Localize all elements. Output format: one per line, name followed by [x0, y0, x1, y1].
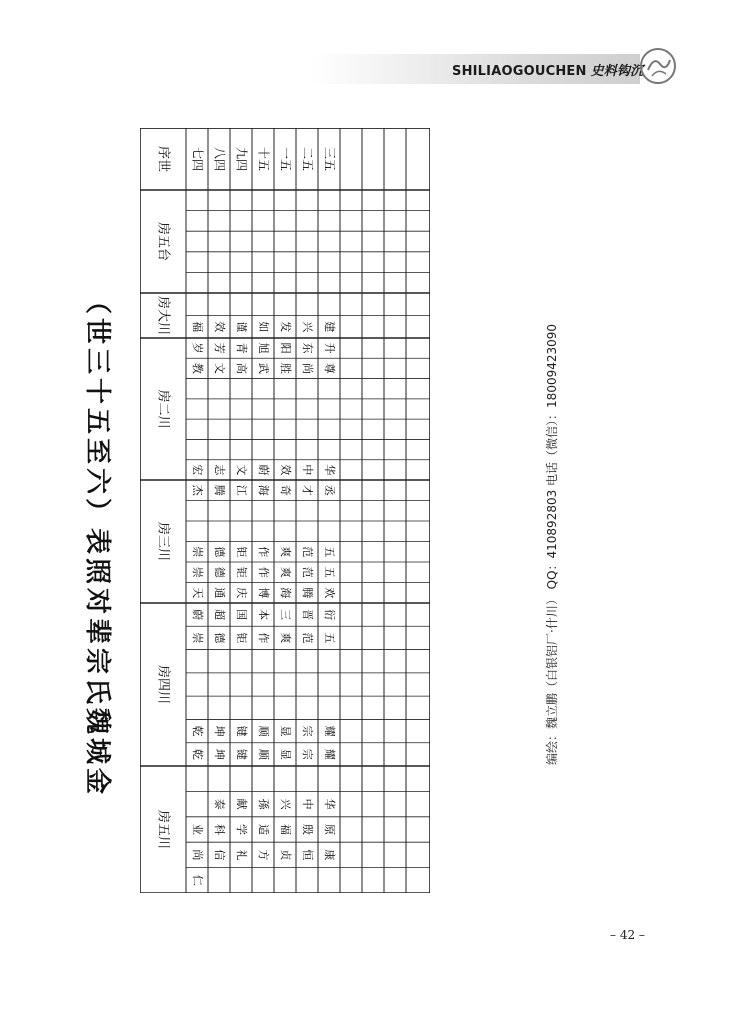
table-cell: 如	[257, 321, 270, 333]
lineage-table	[140, 128, 430, 893]
table-cell: 作	[257, 566, 270, 578]
table-cell: 爽	[279, 566, 292, 578]
table-cell: 晋	[301, 609, 314, 621]
table-cell: 耀	[323, 725, 336, 737]
header-title	[452, 60, 643, 79]
table-cell: 中	[301, 798, 314, 810]
table-cell: 崇	[191, 566, 204, 578]
table-cell: 华	[323, 798, 336, 810]
table-cell: 作	[256, 632, 270, 644]
table-cell: 腾	[213, 484, 226, 496]
table-cell: 范	[300, 632, 314, 644]
table-cell: 德	[213, 566, 226, 578]
table-cell: 胜	[279, 362, 292, 374]
table-cell: 坤	[213, 725, 226, 737]
table-cell: 发	[279, 321, 292, 333]
table-cell: 顺	[257, 725, 270, 737]
table-cell: 通	[213, 587, 226, 599]
table-cell: 蔚	[257, 464, 270, 476]
table-cell: 钜	[234, 632, 248, 644]
table-cell: 孫	[257, 798, 270, 810]
table-cell: 范	[301, 546, 314, 558]
table-cell: 岁	[191, 342, 204, 354]
table-cell: 兴	[301, 321, 314, 333]
table-cell: 三	[279, 609, 292, 621]
table-cell: 江	[235, 484, 248, 496]
logo-icon	[638, 46, 678, 86]
table-cell: 丞	[323, 484, 336, 496]
table-cell: 钜	[235, 566, 248, 578]
table-cell: 宗	[301, 748, 314, 760]
table-cell: 阳	[279, 342, 292, 354]
generation-label: 二五	[300, 146, 315, 172]
table-cell: 文	[213, 362, 226, 374]
table-cell: 学	[235, 824, 248, 835]
table-cell: 奇	[279, 484, 292, 496]
table-cell: 宗	[301, 725, 314, 737]
generation-label: 七四	[190, 146, 205, 172]
table-cell: 文	[235, 464, 248, 476]
table-cell: 天	[191, 587, 204, 599]
table-cell: 兴	[279, 798, 292, 810]
table-cell: 殷	[301, 824, 314, 835]
table-cell: 旭	[257, 342, 270, 354]
table-cell: 建	[323, 321, 336, 333]
group-header: 房三川	[155, 521, 171, 562]
table-cell: 业	[191, 824, 204, 835]
table-cell: 超	[213, 609, 226, 621]
table-cell: 海	[257, 484, 270, 496]
table-cell: 信	[213, 849, 226, 861]
table-cell: 方	[257, 849, 270, 861]
header-title-cn: 史料钩沉	[590, 64, 644, 79]
table-cell: 键	[235, 748, 248, 760]
table-cell: 芳	[213, 342, 226, 354]
generation-label: 十五	[256, 146, 271, 172]
table-cell: 五	[323, 546, 336, 558]
table-cell: 才	[301, 484, 314, 496]
table-cell: 献	[235, 798, 248, 810]
table-cell: 恒	[301, 849, 314, 861]
group-header: 房五川	[155, 809, 171, 850]
table-cell: 升	[323, 342, 336, 354]
generation-label: 三五	[322, 146, 337, 172]
table-cell: 钜	[235, 546, 248, 558]
table-cell: 耀	[323, 748, 336, 760]
table-cell: 杰	[191, 484, 204, 496]
table-cell: 五	[323, 566, 336, 578]
table-cell: 贞	[279, 849, 292, 861]
table-cell: 爽	[278, 632, 292, 644]
table-cell: 青	[235, 342, 248, 354]
group-header: 房四川	[155, 664, 171, 705]
table-cell: 崇	[190, 632, 204, 644]
table-cell: 教	[191, 362, 204, 374]
group-header: 房二川	[155, 389, 171, 429]
table-cell: 国	[235, 609, 248, 621]
table-cell: 范	[301, 566, 314, 578]
table-cell: 尚	[301, 362, 314, 374]
table-cell: 原	[323, 824, 336, 835]
table-cell: 腾	[301, 587, 314, 599]
group-header: 房五台	[155, 221, 171, 262]
table-cell: 爽	[279, 546, 292, 558]
generation-label: 一五	[278, 146, 293, 172]
table-cell: 衍	[323, 609, 336, 621]
table-cell: 效	[279, 464, 292, 476]
table-cell: 宏	[191, 464, 204, 476]
table-cell: 仁	[191, 874, 204, 886]
table-cell: 崇	[191, 546, 204, 558]
table-cell: 谨	[235, 321, 248, 333]
table-cell: 适	[257, 824, 270, 835]
table-cell: 本	[257, 609, 270, 621]
table-cell: 德	[212, 632, 226, 644]
table-cell: 乾	[191, 748, 204, 760]
page-number: – 42 –	[610, 928, 645, 942]
group-header: 房大川	[155, 295, 171, 336]
table-cell: 礼	[235, 849, 248, 861]
table-cell: 欢	[323, 587, 336, 599]
table-cell: 显	[279, 725, 292, 737]
table-cell: 尚	[191, 849, 204, 861]
group-header: 序世	[155, 145, 171, 173]
generation-label: 八四	[212, 146, 227, 172]
table-cell: 福	[191, 321, 204, 333]
table-cell: 尊	[323, 362, 336, 374]
generation-label: 九四	[234, 146, 249, 172]
table-cell: 中	[301, 464, 314, 476]
table-cell: 键	[235, 725, 248, 737]
table-cell: 德	[213, 546, 226, 558]
table-cell: 华	[323, 464, 336, 476]
table-cell: 坤	[213, 748, 226, 760]
table-cell: 泰	[213, 798, 226, 810]
table-cell: 福	[279, 824, 292, 835]
table-cell: 博	[257, 587, 270, 599]
table-cell: 顺	[257, 748, 270, 760]
table-cell: 五	[322, 632, 336, 644]
table-cell: 海	[279, 587, 292, 599]
table-cell: 武	[257, 362, 270, 374]
table-cell: 庆	[235, 587, 248, 599]
table-cell: 蔚	[191, 609, 204, 621]
table-cell: 乾	[191, 725, 204, 737]
table-cell: 效	[213, 321, 226, 333]
table-cell: 高	[235, 362, 248, 374]
table-cell: 显	[279, 748, 292, 760]
header-title-latin: SHILIAOGOUCHEN	[452, 64, 587, 79]
table-cell: 东	[301, 342, 314, 354]
table-cell: 作	[257, 546, 270, 558]
table-cell: 科	[213, 824, 226, 835]
table-cell: 志	[213, 464, 226, 476]
table-cell: 康	[323, 849, 336, 861]
